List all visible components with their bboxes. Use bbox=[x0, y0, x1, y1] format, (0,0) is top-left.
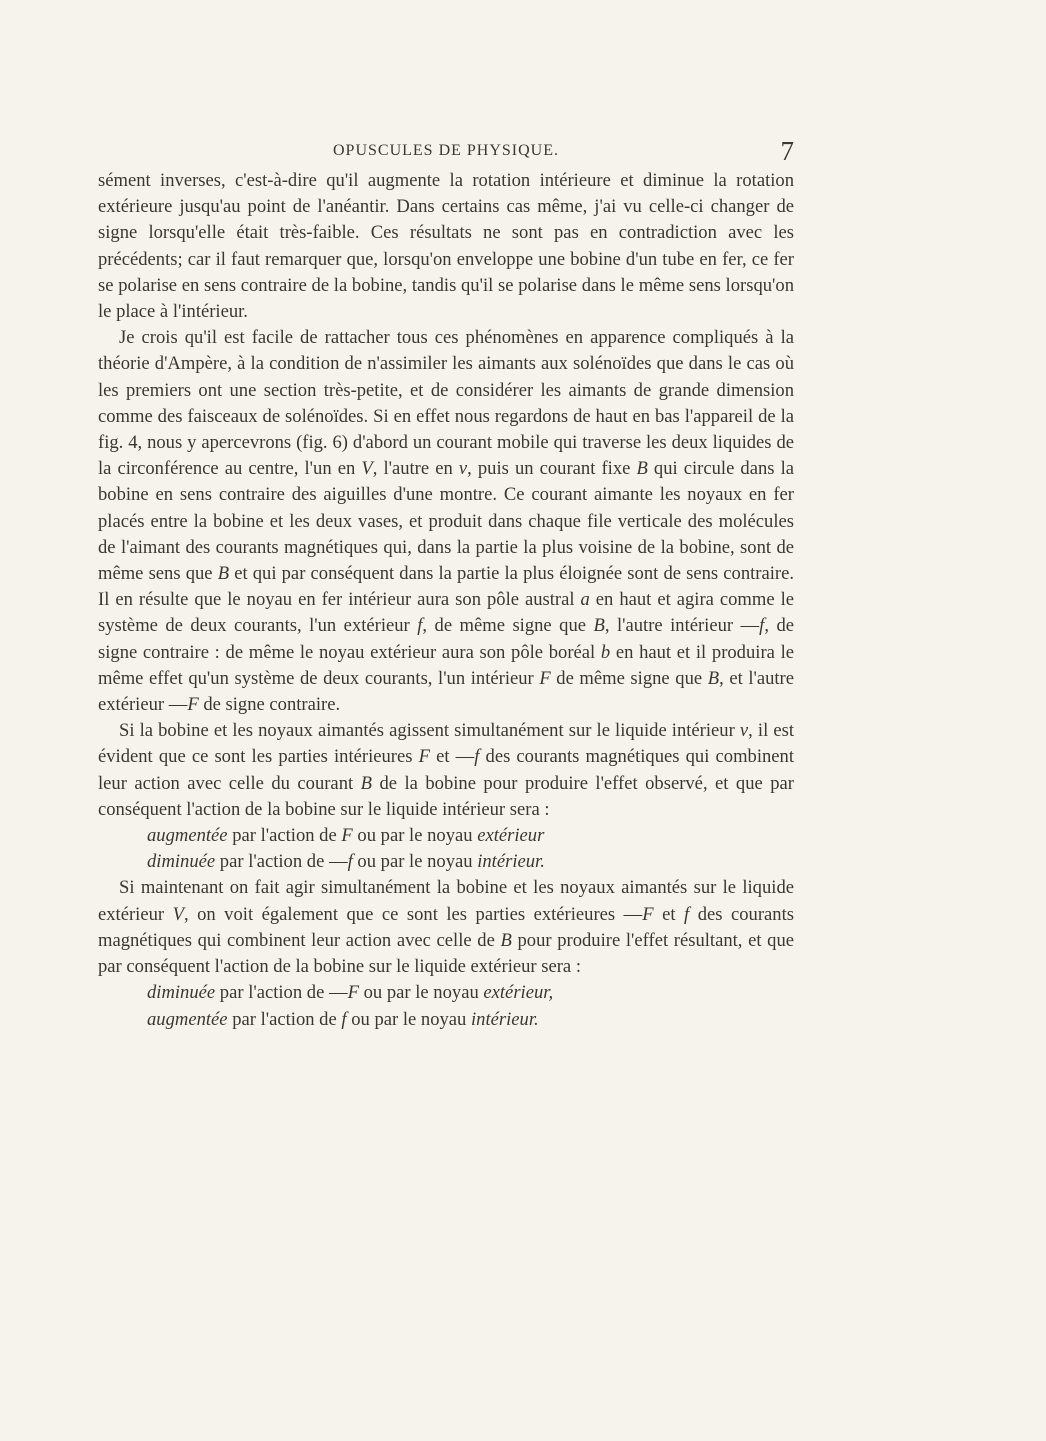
list-item: augmentée par l'action de f ou par le noyau intérieur. bbox=[147, 1008, 539, 1030]
list-item: diminuée par l'action de —F ou par le noyau extérieur, bbox=[147, 982, 554, 1004]
paragraph-3: Si la bobine et les noyaux aimantés agissent simultanément sur le liquide intérieur v, il est évident que ce sont les parties intérieures F et —f des courants magnétiques qui combinent leur action avec celle du courant B de la bobine pour produire l'effet observé, et que par conséquent l'action de la bobine sur le liquide intérieur sera : bbox=[98, 720, 795, 820]
running-title: OPUSCULES DE PHYSIQUE. bbox=[332, 142, 560, 159]
effect-list-exterior bbox=[98, 980, 794, 1032]
paragraph-1: sément inverses, c'est-à-dire qu'il augmente la rotation intérieure et diminue la rotation extérieure jusqu'au point de l'anéantir. Dans certains cas même, j'ai vu celle-ci changer de signe lorsqu'elle était très-faible. Ces résultats ne sont pas en contradiction avec les précédents; car il faut remarquer que, lorsqu'on enveloppe une bobine d'un tube en fer, ce fer se polarise en sens contraire de la bobine, tandis qu'il se polarise dans le même sens lorsqu'on le place à l'intérieur. bbox=[98, 170, 794, 323]
paragraph-2: Je crois qu'il est facile de rattacher tous ces phénomènes en apparence compliqués à la théorie d'Ampère, à la condition de n'assimiler les aimants aux solénoïdes que dans le cas où les premiers ont une section très-petite, et de considérer les aimants de grande dimension comme des faisceaux de solénoïdes. Si en effet nous regardons de haut en bas l'appareil de la fig. 4, nous y apercevrons (fig. 6) d'abord un courant mobile qui traverse les deux liquides de la circonférence au centre, l'un en V, l'autre en v, puis un courant fixe B qui circule dans la bobine en sens contraire des aiguilles d'une montre. Ce courant aimante les noyaux en fer placés entre la bobine et les deux vases, et produit dans chaque file verticale des molécules de l'aimant des courants magnétiques qui, dans la partie la plus voisine de la bobine, sont de même sens que B et qui par conséquent dans la partie la plus éloignée sont de sens contraire. Il en résulte que le noyau en fer intérieur aura son pôle austral a en haut et agira comme le système de deux courants, l'un extérieur f, de même signe que B, l'autre intérieur —f, de signe contraire : de même le noyau extérieur aura son pôle boréal b en haut et il produira le même effet qu'un système de deux courants, l'un intérieur F de même signe que B, et l'autre extérieur —F de signe contraire. bbox=[98, 327, 794, 716]
list-item: augmentée par l'action de F ou par le noyau extérieur bbox=[147, 825, 545, 847]
page-header bbox=[98, 138, 794, 166]
effect-list-interior bbox=[98, 823, 794, 875]
paragraph-4: Si maintenant on fait agir simultanément la bobine et les noyaux aimantés sur le liquide extérieur V, on voit également que ce sont les parties extérieures —F et f des courants magnétiques qui combinent leur action avec celle de B pour produire l'effet résultant, et que par conséquent l'action de la bobine sur le liquide extérieur sera : bbox=[98, 877, 795, 978]
body-text bbox=[98, 168, 794, 1033]
page-number: 7 bbox=[780, 136, 794, 166]
list-item: diminuée par l'action de —f ou par le noyau intérieur. bbox=[147, 851, 545, 873]
